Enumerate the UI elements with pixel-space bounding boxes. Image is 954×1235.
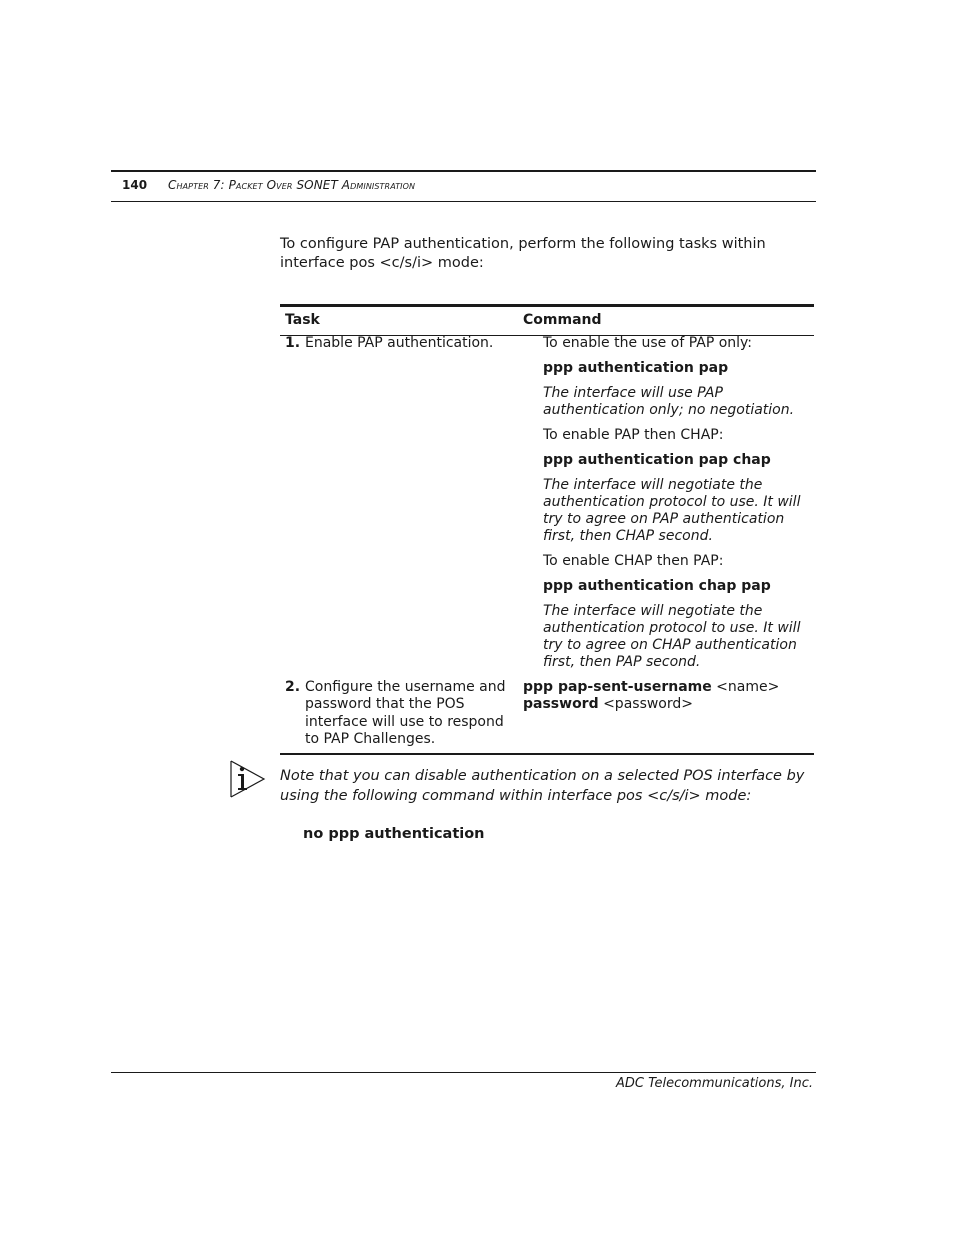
- row-2-command: [523, 679, 813, 713]
- footer-rule: [111, 1072, 816, 1073]
- page-number: 140: [122, 178, 148, 192]
- row-2-task: Configure the username and password that the POS interface will use to respond to PAP Challenges.: [305, 679, 506, 747]
- row-2-cmd-2-bold: password: [523, 696, 599, 712]
- row-2-cmd-1-rest: <name>: [711, 679, 780, 695]
- header-top-rule: [111, 170, 816, 172]
- intro-paragraph: To configure PAP authentication, perform the following tasks within interface pos <c/s/i> mode:: [280, 236, 766, 271]
- row-2-cmd-line-2: [523, 696, 813, 713]
- row-1-cmd-4: ppp authentication pap chap: [543, 452, 771, 468]
- row-2-cmd-1-bold: ppp pap-sent-username: [523, 679, 712, 695]
- row-1-cmd-6: To enable CHAP then PAP:: [543, 553, 724, 569]
- table-bottom-rule: [280, 753, 814, 755]
- task-command-table: [280, 304, 814, 336]
- chapter-title: Chapter 7: Packet Over SONET Administration: [168, 178, 416, 192]
- row-1-cmd-7: ppp authentication chap pap: [543, 578, 771, 594]
- row-2-cmd-2-rest: <password>: [598, 696, 694, 712]
- row-1-cmd-8: The interface will negotiate the authentication protocol to use. It will try to agree on CHAP authentication first, then PAP second.: [543, 603, 801, 670]
- row-2-number: 2.: [285, 679, 301, 695]
- row-1-cmd-5: The interface will negotiate the authentication protocol to use. It will try to agree on PAP authentication first, then CHAP second.: [543, 477, 801, 544]
- header-command: Command: [523, 312, 602, 328]
- footer-company: ADC Telecommunications, Inc.: [616, 1076, 813, 1091]
- row-2-cmd-line-1: [523, 679, 813, 696]
- row-1-number: 1.: [285, 335, 301, 351]
- row-1-cmd-2: The interface will use PAP authentication only; no negotiation.: [543, 385, 795, 418]
- header-task: Task: [285, 312, 320, 328]
- header-bottom-rule: [111, 201, 816, 202]
- row-1-task: Enable PAP authentication.: [305, 335, 494, 351]
- row-1-cmd-3: To enable PAP then CHAP:: [543, 427, 724, 443]
- note-text: Note that you can disable authentication on a selected POS interface by using the following command within interface pos <c/s/i> mode:: [280, 768, 805, 804]
- row-1-cmd-1: ppp authentication pap: [543, 360, 729, 376]
- row-1-cmd-0: To enable the use of PAP only:: [543, 335, 753, 351]
- info-icon: [228, 757, 268, 801]
- note-command: no ppp authentication: [303, 826, 485, 842]
- table-header: [280, 307, 814, 336]
